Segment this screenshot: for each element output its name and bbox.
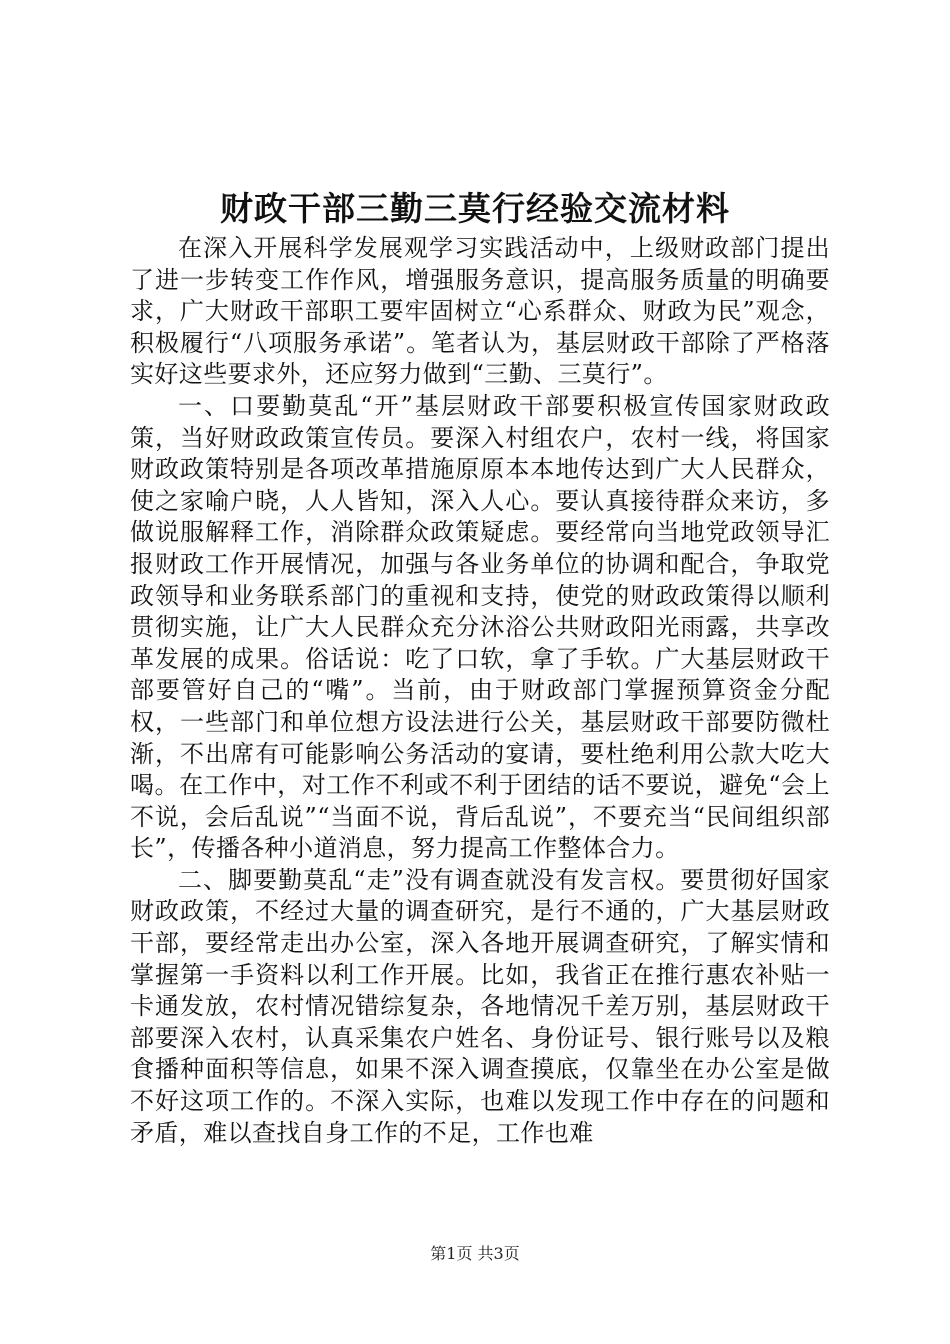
page-number-footer: 第1页 共3页 xyxy=(430,1244,520,1263)
paragraph-section-two: 二、脚要勤莫乱“走”没有调查就没有发言权。要贯彻好国家财政政策，不经过大量的调查研究，是行不通的，广大基层财政干部，要经常走出办公室，深入各地开展调查研究，了解实情和掌握第一手资料以利工作开展。比如，我省正在推行惠农补贴一卡通发放，农村情况错综复杂，各地情况千差万别，基层财政干部要深入农村，认真采集农户姓名、身份证号、银行账号以及粮食播种面积等信息，如果不深入调查摸底，仅靠坐在办公室是做不好这项工作的。不深入实际，也难以发现工作中存在的问题和矛盾，难以查找自身工作的不足，工作也难 xyxy=(130,865,830,1147)
document-body xyxy=(130,233,830,1149)
document-title: 财政干部三勤三莫行经验交流材料 xyxy=(220,189,730,228)
paragraph-intro: 在深入开展科学发展观学习实践活动中，上级财政部门提出了进一步转变工作作风，增强服务意识，提高服务质量的明确要求，广大财政干部职工要牢固树立“心系群众、财政为民”观念，积极履行“八项服务承诺”。笔者认为，基层财政干部除了严格落实好这些要求外，还应努力做到“三勤、三莫行”。 xyxy=(130,234,830,389)
paragraph-section-one: 一、口要勤莫乱“开”基层财政干部要积极宣传国家财政政策，当好财政政策宣传员。要深入村组农户，农村一线，将国家财政政策特别是各项改革措施原原本本地传达到广大人民群众，使之家喻户晓，人人皆知，深入人心。要认真接待群众来访，多做说服解释工作，消除群众政策疑虑。要经常向当地党政领导汇报财政工作开展情况，加强与各业务单位的协调和配合，争取党政领导和业务联系部门的重视和支持，使党的财政政策得以顺利贯彻实施，让广大人民群众充分沐浴公共财政阳光雨露，共享改革发展的成果。俗话说：吃了口软，拿了手软。广大基层财政干部要管好自己的“嘴”。当前，由于财政部门掌握预算资金分配权，一些部门和单位想方设法进行公关，基层财政干部要防微杜渐，不出席有可能影响公务活动的宴请，要杜绝利用公款大吃大喝。在工作中，对工作不利或不利于团结的话不要说，避免“会上不说，会后乱说”“当面不说，背后乱说”，不要充当“民间组织部长”，传播各种小道消息，努力提高工作整体合力。 xyxy=(130,391,830,863)
